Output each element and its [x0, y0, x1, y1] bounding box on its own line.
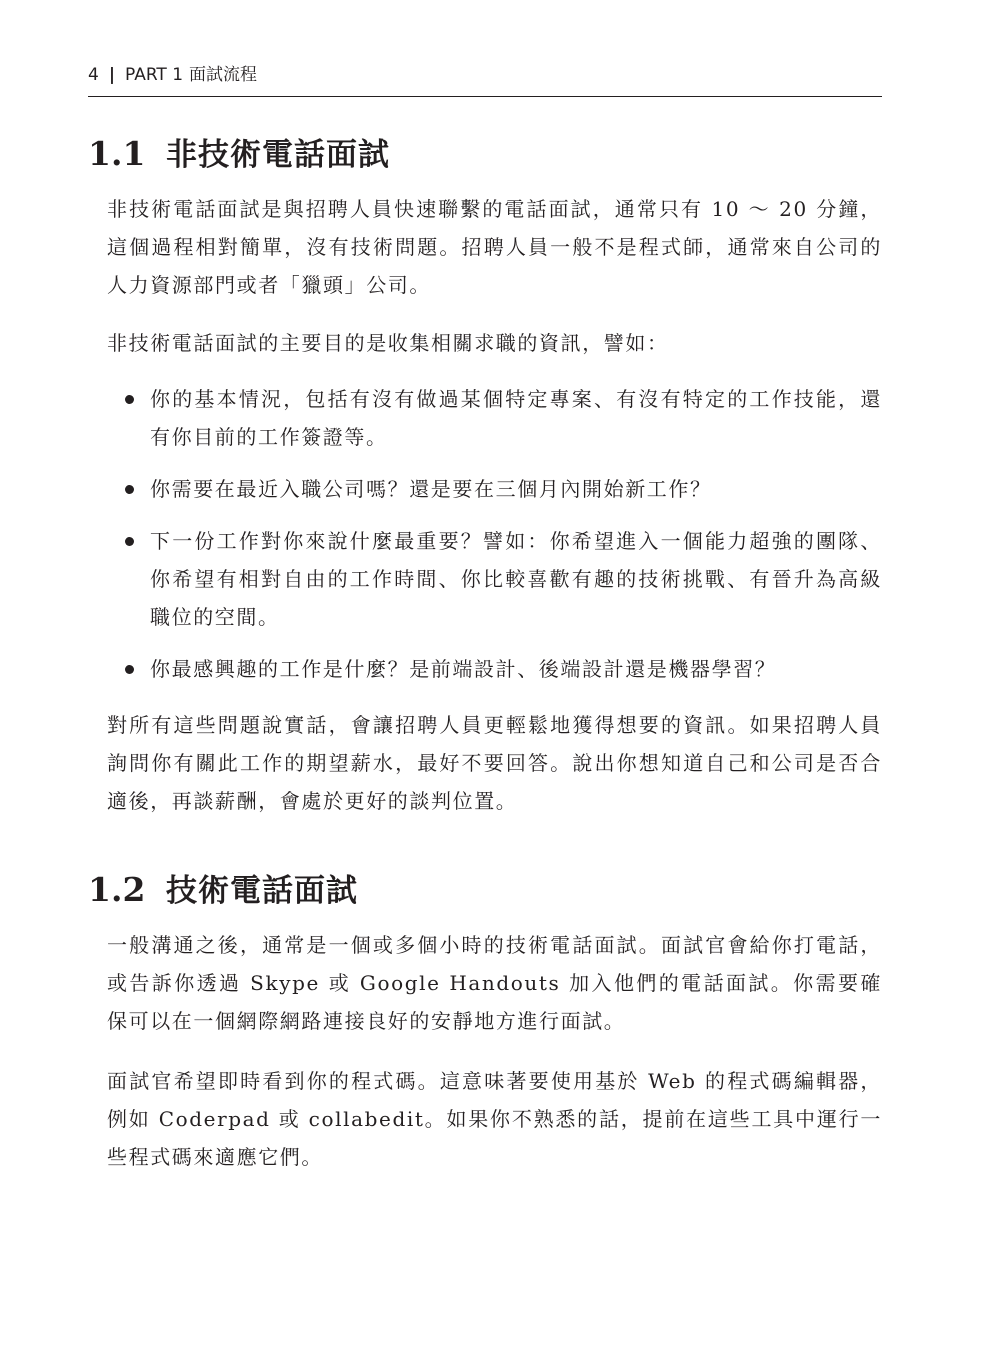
section-title: 非技術電話面試 [166, 137, 390, 173]
section-number: 1.1 [88, 134, 146, 173]
header-separator: | [108, 65, 116, 85]
paragraph: 一般溝通之後，通常是一個或多個小時的技術電話面試。面試官會給你打電話，或告訴你透過 Skype 或 Google Handouts 加入他們的電話面試。你需要確保可以在一個網際網路連接良好的安靜地方進行面試。 [107, 933, 882, 1033]
list-item [107, 380, 882, 456]
section-heading-1-1 [88, 134, 390, 177]
bullet-dot-icon [125, 665, 134, 674]
section-number: 1.2 [88, 870, 146, 909]
paragraph: 對所有這些問題說實話，會讓招聘人員更輕鬆地獲得想要的資訊。如果招聘人員詢問你有關此工作的期望薪水，最好不要回答。說出你想知道自己和公司是否合適後，再談薪酬，會處於更好的談判位置。 [107, 713, 882, 813]
bullet-dot-icon [125, 395, 134, 404]
list-item [107, 522, 882, 636]
header-part-label: PART 1 [125, 65, 184, 85]
list-item-text: 你需要在最近入職公司嗎？還是要在三個月內開始新工作？ [150, 477, 712, 501]
section-heading-1-2 [88, 870, 358, 913]
list-item-text: 你最感興趣的工作是什麼？是前端設計、後端設計還是機器學習？ [150, 657, 777, 681]
section-title: 技術電話面試 [166, 873, 358, 909]
list-item [107, 650, 882, 688]
bullet-list [107, 380, 882, 702]
list-item-text: 你的基本情況，包括有沒有做過某個特定專案、有沒有特定的工作技能，還有你目前的工作簽證等。 [150, 387, 882, 449]
header-chapter-title: 面試流程 [189, 65, 258, 85]
paragraph: 非技術電話面試的主要目的是收集相關求職的資訊，譬如： [107, 331, 669, 355]
list-item [107, 470, 882, 508]
bullet-dot-icon [125, 485, 134, 494]
running-header [88, 62, 882, 97]
list-item-text: 下一份工作對你來說什麼最重要？譬如：你希望進入一個能力超強的團隊、你希望有相對自由的工作時間、你比較喜歡有趣的技術挑戰、有晉升為高級職位的空間。 [150, 529, 882, 629]
paragraph: 面試官希望即時看到你的程式碼。這意味著要使用基於 Web 的程式碼編輯器，例如 Coderpad 或 collabedit。如果你不熟悉的話，提前在這些工具中運行一些程式碼來適應它們。 [107, 1069, 882, 1169]
bullet-dot-icon [125, 537, 134, 546]
page-number: 4 [88, 65, 99, 85]
paragraph: 非技術電話面試是與招聘人員快速聯繫的電話面試，通常只有 10 ～ 20 分鐘，這個過程相對簡單，沒有技術問題。招聘人員一般不是程式師，通常來自公司的人力資源部門或者「獵頭」公司。 [107, 197, 882, 297]
